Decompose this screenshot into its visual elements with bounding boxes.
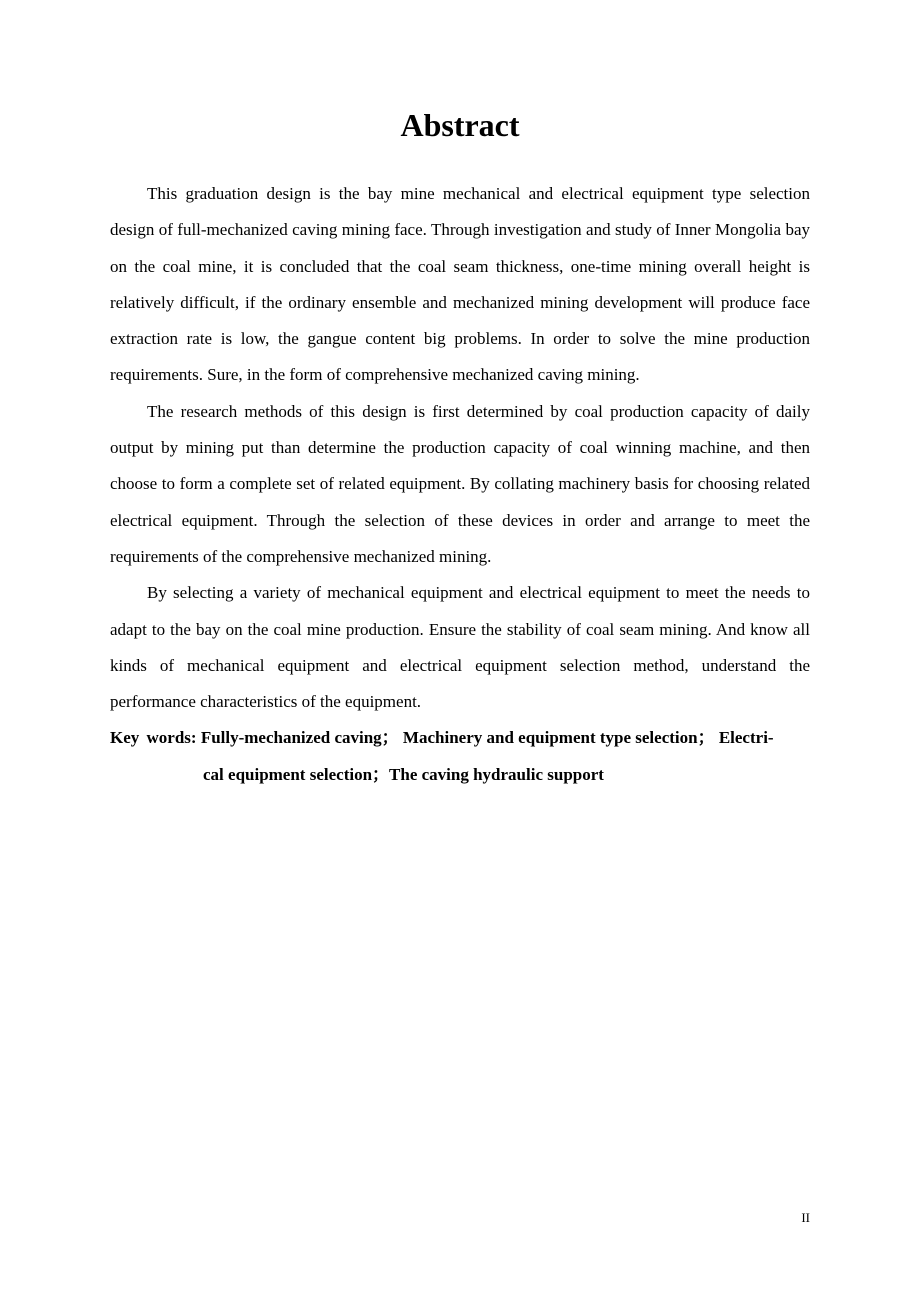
keywords-continuation: cal equipment selection；The caving hydraulic support [203, 764, 604, 784]
keywords-line [110, 720, 810, 756]
keywords-text: Fully-mechanized caving； Machinery and equipment type selection； Electri- [200, 728, 774, 748]
page-number: II [801, 1210, 810, 1225]
abstract-paragraph-1: This graduation design is the bay mine mechanical and electrical equipment type selection design of full-mechanized caving mining face. Through investigation and study of Inner Mongolia bay on the coal mine, it is concluded that the coal seam thickness, one-time mining overall height is relatively difficult, if the ordinary ensemble and mechanized mining development will produce face extraction rate is low, the gangue content big problems. In order to solve the mine production requirements. Sure, in the form of comprehensive mechanized caving mining. [110, 184, 810, 385]
abstract-paragraph-3: By selecting a variety of mechanical equipment and electrical equipment to meet the needs to adapt to the bay on the coal mine production. Ensure the stability of coal seam mining. And know all kinds of mechanical equipment and electrical equipment selection method, understand the performance characteristics of the equipment. [110, 583, 810, 712]
abstract-body [110, 176, 810, 793]
page-title: Abstract [400, 107, 520, 143]
keywords-label: Key words: [110, 728, 197, 748]
abstract-paragraph-2: The research methods of this design is first determined by coal production capacity of daily output by mining put than determine the production capacity of coal winning machine, and then choose to form a complete set of related equipment. By collating machinery basis for choosing related electrical equipment. Through the selection of these devices in order and arrange to meet the requirements of the comprehensive mechanized mining. [110, 401, 810, 566]
